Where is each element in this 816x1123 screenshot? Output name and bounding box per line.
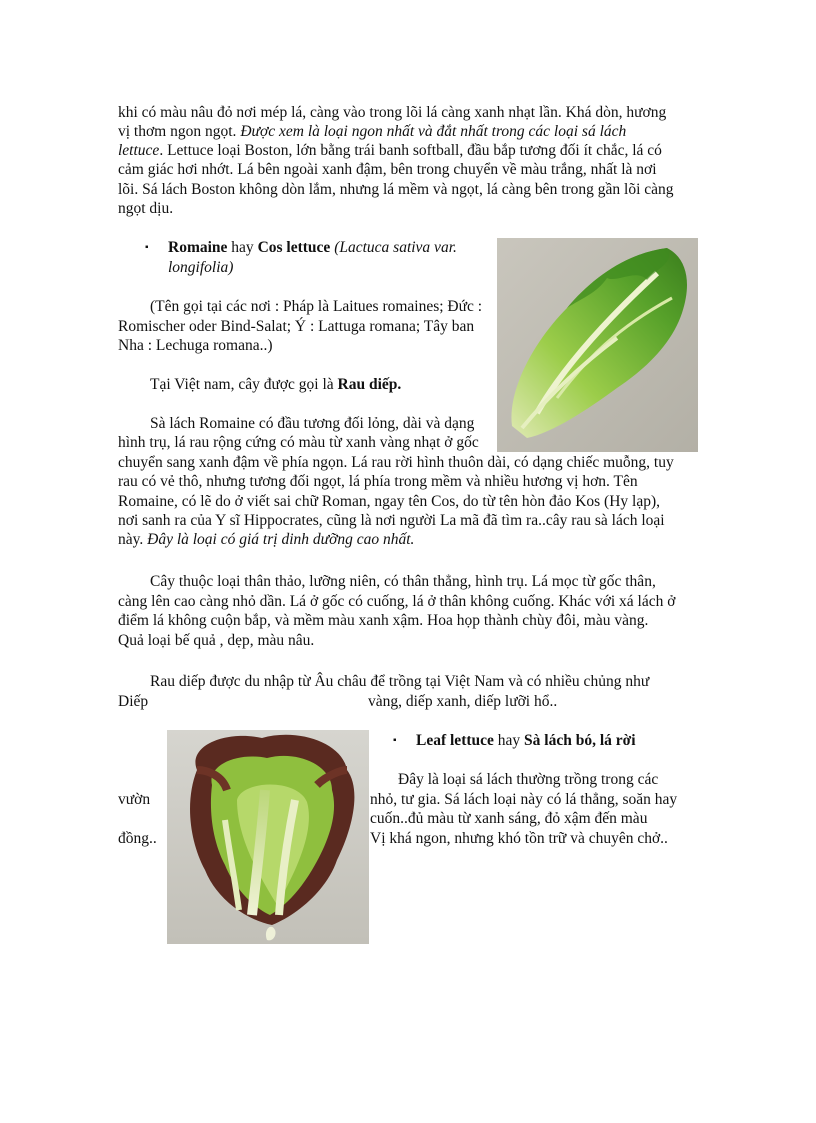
romaine-plant-3: điểm lá không cuộn bắp, và mềm màu xanh xậm. Hoa họp thành chùy đôi, màu vàng. bbox=[118, 612, 649, 629]
italic-text: lettuce bbox=[118, 142, 160, 159]
leaf-name: Leaf lettuce bbox=[416, 732, 494, 749]
romaine-desc-6: nơi sanh ra của Y sĩ Hippocrates, cũng là nơi người La mã đã tìm ra..cây rau sà lách loại bbox=[118, 512, 665, 529]
romaine-import-2a: Diếp bbox=[118, 693, 149, 710]
latin-name: longifolia) bbox=[168, 259, 234, 276]
leaf-desc-4a: đồng.. bbox=[118, 830, 157, 847]
para1-line-4: cảm giác hơi nhớt. Lá bên ngoài xanh đậm, bên trong chuyển về màu trắng, nhất là nơi bbox=[118, 161, 657, 178]
para1-line-5: lõi. Sá lách Boston không dòn lắm, nhưng lá mềm và ngọt, lá càng bên trong gần lõi càng bbox=[118, 181, 674, 198]
romaine-desc-4: rau có vẻ thô, nhưng tương đối ngọt, lá phía trong mềm và nhiều hương vị hơn. Tên bbox=[118, 473, 638, 490]
text-span: hay bbox=[493, 732, 525, 749]
romaine-vietnam-name bbox=[150, 375, 401, 394]
romaine-latin-2 bbox=[168, 258, 233, 277]
text-span: Tại Việt nam, cây được gọi là bbox=[150, 376, 338, 393]
romaine-names-3: Nha : Lechuga romana..) bbox=[118, 337, 273, 354]
leaf-desc-4b: Vị khá ngon, nhưng khó tồn trữ và chuyên chở.. bbox=[370, 830, 668, 847]
romaine-plant-1: Cây thuộc loại thân thảo, lưỡng niên, có thân thẳng, hình trụ. Lá mọc từ gốc thân, bbox=[150, 573, 656, 590]
bullet-icon: ▪ bbox=[393, 735, 397, 746]
romaine-import-1: Rau diếp được du nhập từ Âu châu để trồng tại Việt Nam và có nhiều chủng như bbox=[150, 673, 650, 690]
leaf-desc-2b: nhỏ, tư gia. Sá lách loại này có lá thẳng, soăn hay bbox=[370, 791, 678, 808]
romaine-lettuce-image bbox=[497, 238, 698, 452]
latin-name: (Lactuca sativa var. bbox=[330, 239, 457, 256]
para1-line-3 bbox=[118, 141, 662, 160]
leaf-alt-name: Sà lách bó, lá rời bbox=[524, 732, 636, 749]
leaf-desc-1: Đây là loại sá lách thường trồng trong các bbox=[398, 771, 659, 788]
romaine-heading bbox=[168, 238, 457, 257]
romaine-plant-4: Quả loại bế quả , dẹp, màu nâu. bbox=[118, 632, 315, 649]
para1-line-1: khi có màu nâu đỏ nơi mép lá, càng vào trong lõi lá càng xanh nhạt lần. Khá dòn, hương bbox=[118, 104, 667, 121]
romaine-plant-2: càng lên cao càng nhỏ dần. Lá ở gốc có cuống, lá ở thân không cuống. Khác với xá lách ở bbox=[118, 593, 676, 610]
romaine-desc-2: hình trụ, lá rau rộng cứng có màu từ xanh vàng nhạt ở gốc bbox=[118, 434, 479, 451]
text-span: . Lettuce loại Boston, lớn bằng trái banh softball, đầu bắp tương đối ít chắc, lá có bbox=[159, 142, 662, 159]
para1-line-2 bbox=[118, 122, 626, 141]
text-span: này. bbox=[118, 531, 148, 548]
text-span: hay bbox=[227, 239, 258, 256]
romaine-desc-5: Romaine, có lẽ do ở viết sai chữ Roman, ngay tên Cos, do từ tên hòn đảo Kos (Hy lạp), bbox=[118, 493, 661, 510]
romaine-alt-name: Cos lettuce bbox=[257, 239, 331, 256]
romaine-desc-1: Sà lách Romaine có đầu tương đối lỏng, dài và dạng bbox=[150, 415, 475, 432]
italic-text: Đây là loại có giá trị dinh dưỡng cao nhất. bbox=[147, 531, 415, 548]
leaf-lettuce-image bbox=[167, 730, 369, 944]
romaine-names-1: (Tên gọi tại các nơi : Pháp là Laitues romaines; Đức : bbox=[150, 298, 483, 315]
para1-line-6: ngọt dịu. bbox=[118, 200, 174, 217]
italic-text: Được xem là loại ngon nhất và đắt nhất trong các loại sá lách bbox=[240, 123, 627, 140]
romaine-import-2b: vàng, diếp xanh, diếp lưỡi hổ.. bbox=[368, 693, 558, 710]
romaine-desc-3: chuyển sang xanh đậm về phía ngọn. Lá rau rời hình thuôn dài, có dạng chiếc muỗng, tuy bbox=[118, 454, 674, 471]
leaf-heading bbox=[416, 731, 636, 750]
rau-diep-name: Rau diếp. bbox=[337, 376, 402, 393]
romaine-desc-7 bbox=[118, 530, 414, 549]
romaine-name: Romaine bbox=[168, 239, 228, 256]
text-span: vị thơm ngon ngọt. bbox=[118, 123, 241, 140]
romaine-names-2: Romischer oder Bind-Salat; Ý : Lattuga romana; Tây ban bbox=[118, 318, 475, 335]
bullet-icon: ▪ bbox=[145, 242, 149, 253]
leaf-desc-3: cuốn..đủ màu từ xanh sáng, đỏ xậm đến màu bbox=[370, 810, 648, 827]
leaf-desc-2a: vườn bbox=[118, 791, 151, 808]
